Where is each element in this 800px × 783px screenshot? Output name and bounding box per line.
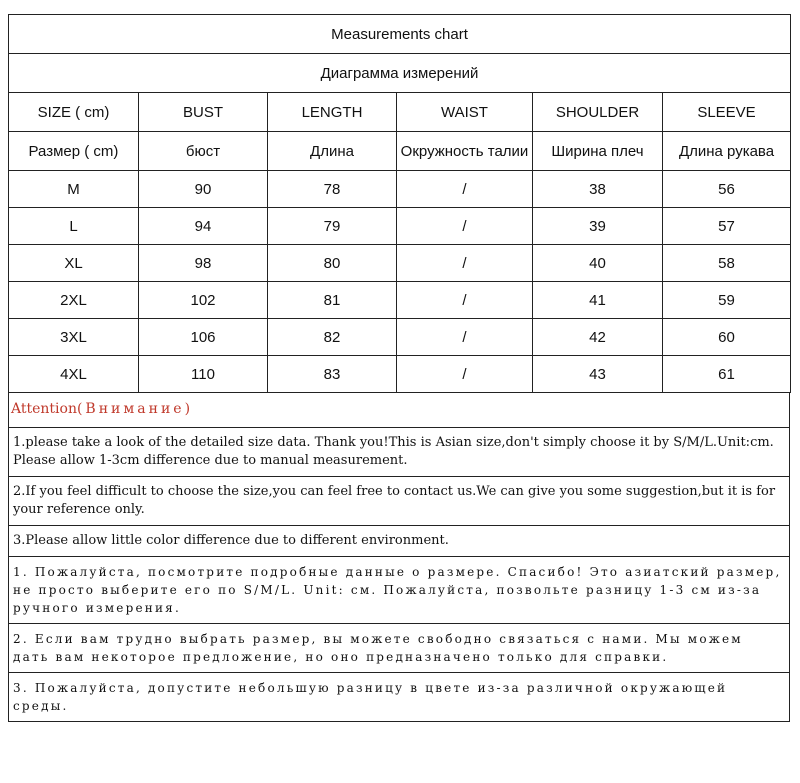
table-row — [9, 282, 791, 319]
table-cell: 81 — [268, 282, 397, 319]
table-cell: XL — [9, 245, 139, 282]
table-cell: 39 — [533, 208, 663, 245]
header-cell: SHOULDER — [533, 93, 663, 132]
header-cell: WAIST — [397, 93, 533, 132]
table-cell: 79 — [268, 208, 397, 245]
table-cell: / — [397, 282, 533, 319]
table-cell: 41 — [533, 282, 663, 319]
table-cell: 102 — [139, 282, 268, 319]
chart-title-ru: Диаграмма измерений — [9, 54, 791, 93]
table-row — [9, 171, 791, 208]
table-cell: 94 — [139, 208, 268, 245]
table-cell: 3XL — [9, 319, 139, 356]
note-en-2: 2.If you feel difficult to choose the size,you can feel free to contact us.We can give you some suggestion,but it is for your reference only. — [9, 476, 789, 525]
table-cell: 40 — [533, 245, 663, 282]
table-cell: L — [9, 208, 139, 245]
table-cell: 110 — [139, 356, 268, 393]
table-cell: 38 — [533, 171, 663, 208]
table-cell: 82 — [268, 319, 397, 356]
table-cell: 60 — [663, 319, 791, 356]
note-ru-3: 3. Пожалуйста, допустите небольшую разницу в цвете из-за различной окружающей среды. — [9, 672, 789, 721]
note-ru-2: 2. Если вам трудно выбрать размер, вы можете свободно связаться с нами. Мы можем дать вам некоторое предложение, но оно предназначено только для справки. — [9, 623, 789, 672]
table-row — [9, 208, 791, 245]
table-cell: 61 — [663, 356, 791, 393]
note-ru-1: 1. Пожалуйста, посмотрите подробные данные о размере. Спасибо! Это азиатский размер, не просто выберите его по S/M/L. Unit: см. Пожалуйста, позвольте разницу 1-3 см из-за ручного измерения. — [9, 556, 789, 623]
header-cell: LENGTH — [268, 93, 397, 132]
table-cell: 42 — [533, 319, 663, 356]
table-cell: 57 — [663, 208, 791, 245]
table-cell: / — [397, 171, 533, 208]
header-cell: BUST — [139, 93, 268, 132]
table-cell: 4XL — [9, 356, 139, 393]
header-row-en — [9, 93, 791, 132]
table-cell: 78 — [268, 171, 397, 208]
table-cell: 56 — [663, 171, 791, 208]
attention-label-ru: (Внимание) — [76, 401, 194, 417]
notes-section — [8, 393, 790, 722]
attention-heading — [9, 393, 789, 427]
table-cell: 98 — [139, 245, 268, 282]
note-en-3: 3.Please allow little color difference due to different environment. — [9, 525, 789, 556]
header-cell: Длина рукава — [663, 132, 791, 171]
table-row — [9, 319, 791, 356]
header-cell: Размер ( cm) — [9, 132, 139, 171]
table-row — [9, 356, 791, 393]
table-cell: / — [397, 245, 533, 282]
chart-title-en: Measurements chart — [9, 15, 791, 54]
header-cell: Окружность талии — [397, 132, 533, 171]
table-row — [9, 245, 791, 282]
table-cell: M — [9, 171, 139, 208]
table-cell: / — [397, 319, 533, 356]
table-cell: 43 — [533, 356, 663, 393]
header-cell: Ширина плеч — [533, 132, 663, 171]
header-cell: Длина — [268, 132, 397, 171]
attention-label-en: Attention — [11, 401, 77, 417]
header-cell: SLEEVE — [663, 93, 791, 132]
table-cell: / — [397, 356, 533, 393]
measurements-table — [8, 14, 791, 393]
table-cell: 2XL — [9, 282, 139, 319]
note-en-1: 1.please take a look of the detailed size data. Thank you!This is Asian size,don't simply choose it by S/M/L.Unit:cm. Please allow 1-3cm difference due to manual measurement. — [9, 427, 789, 476]
table-cell: 59 — [663, 282, 791, 319]
header-cell: бюст — [139, 132, 268, 171]
size-chart-document — [8, 14, 790, 722]
table-cell: 80 — [268, 245, 397, 282]
table-cell: 58 — [663, 245, 791, 282]
table-cell: 90 — [139, 171, 268, 208]
table-cell: 83 — [268, 356, 397, 393]
header-cell: SIZE ( cm) — [9, 93, 139, 132]
header-row-ru — [9, 132, 791, 171]
table-cell: / — [397, 208, 533, 245]
table-cell: 106 — [139, 319, 268, 356]
